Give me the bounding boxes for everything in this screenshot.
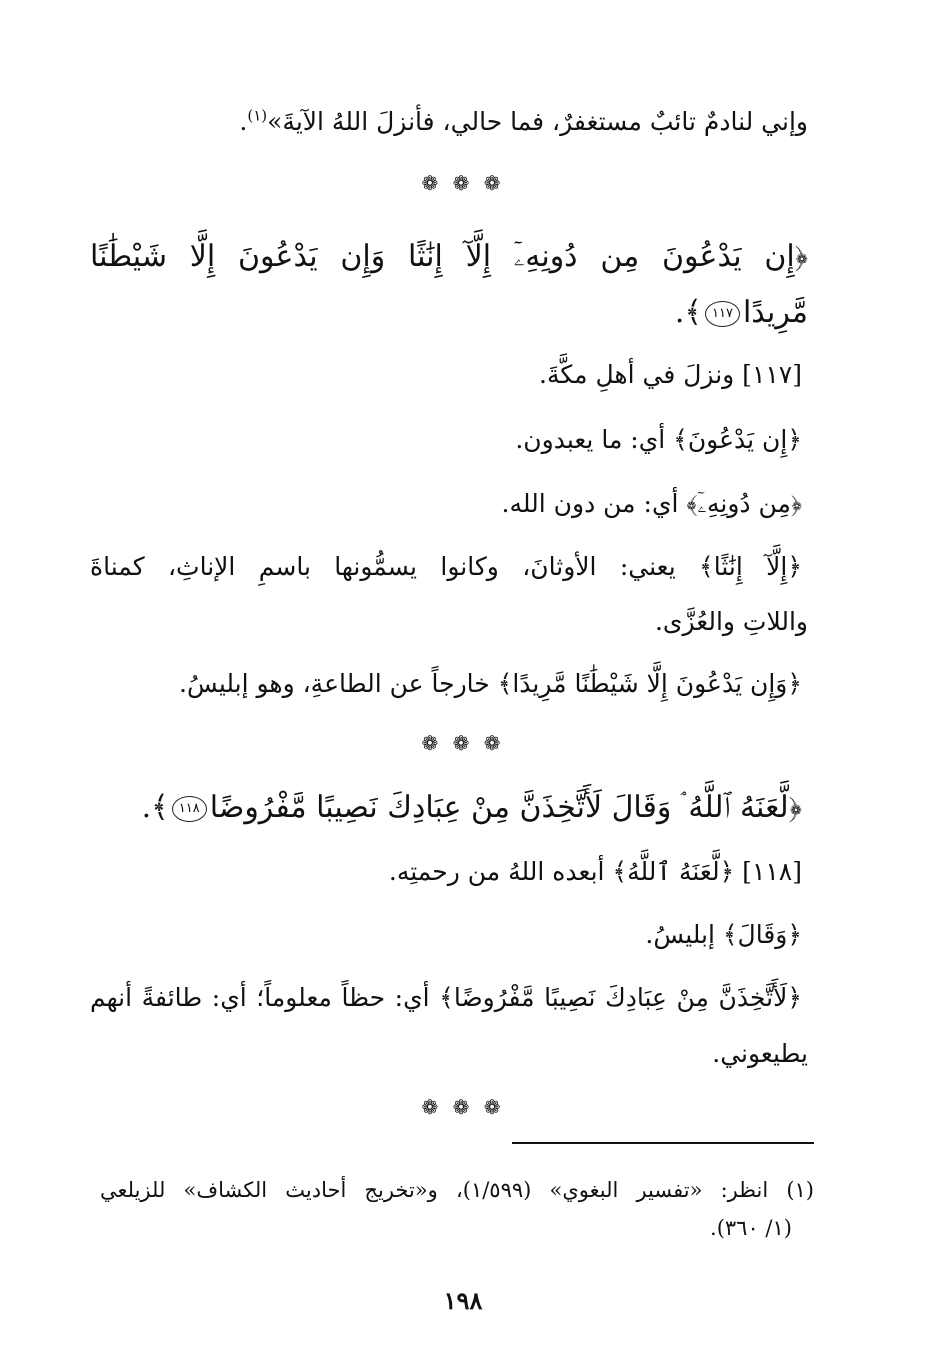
section-separator-1: ❁ ❁ ❁ (421, 171, 505, 195)
footnote-marker: (١) (247, 106, 268, 125)
text-line-min-doonihi: ﴿مِن دُونِهِۦٓ﴾ أي: من دون الله. (501, 489, 802, 518)
text-line-inathan: ﴿إِلَّآ إِنَٰثًا﴾ يعني: الأوثانَ، وكانوا يسمُّونها باسمِ الإناثِ، كمناةَ (90, 552, 802, 581)
line-1-end: . (239, 107, 248, 136)
text-line-yutiuni: يطيعوني. (712, 1039, 808, 1068)
footnote-rule (512, 1142, 814, 1144)
text-line-1 (90, 102, 808, 142)
ayah-number-117: ١١٧ (705, 301, 740, 327)
ayah-number-118: ١١٨ (172, 796, 207, 822)
section-separator-3: ❁ ❁ ❁ (421, 1095, 505, 1119)
section-separator-2: ❁ ❁ ❁ (421, 731, 505, 755)
page-number: ١٩٨ (443, 1286, 483, 1315)
text-line-shaitan: ﴿وَإِن يَدْعُونَ إِلَّا شَيْطَٰنًا مَّرِيدًا﴾ خارجاً عن الطاعةِ، وهو إبليسُ. (179, 669, 802, 698)
text-line-nasiban: ﴿لَأَتَّخِذَنَّ مِنْ عِبَادِكَ نَصِيبًا مَّفْرُوضًا﴾ أي: حظاً معلوماً؛ أي: طائفةً أنهم (90, 983, 802, 1012)
verse-line-1: ﴿إِن يَدْعُونَ مِن دُونِهِۦٓ إِلَّآ إِنَٰثًا وَإِن يَدْعُونَ إِلَّا شَيْطَٰنًا (90, 239, 808, 274)
verse-line-3 (90, 785, 802, 831)
text-line-yadoona: ﴿إِن يَدْعُونَ﴾ أي: ما يعبدون. (515, 425, 802, 454)
text-line-qala: ﴿وَقَالَ﴾ إبليسُ. (645, 920, 802, 949)
line-1-text: وإني لنادمٌ تائبٌ مستغفرٌ، فما حالي، فأنزلَ اللهُ الآيةَ» (267, 107, 808, 136)
verse-line-3-text: ﴿لَّعَنَهُ ٱللَّهُ ۘ وَقَالَ لَأَتَّخِذَنَّ مِنْ عِبَادِكَ نَصِيبًا مَّفْرُوضًا (209, 790, 802, 825)
verse-117-closing: ﴾. (674, 295, 702, 330)
text-line-118: [١١٨] ﴿لَّعَنَهُ ٱللَّهُ﴾ أبعده اللهُ من رحمتِه. (388, 857, 802, 886)
verse-line-2-text: مَّرِيدًا (742, 295, 808, 330)
verse-line-2 (90, 290, 808, 336)
text-line-al-lat: واللاتِ والعُزَّى. (654, 607, 808, 636)
text-line-117: [١١٧] ونزلَ في أهلِ مكَّةَ. (539, 360, 802, 389)
verse-118-closing: ﴾. (141, 790, 169, 825)
footnote-line-2: (١/ ٣٦٠). (710, 1216, 792, 1240)
footnote-line-1: (١) انظر: «تفسير البغوي» (١/٥٩٩)، و«تخريج أحاديث الكشاف» للزيلعي (100, 1178, 814, 1202)
